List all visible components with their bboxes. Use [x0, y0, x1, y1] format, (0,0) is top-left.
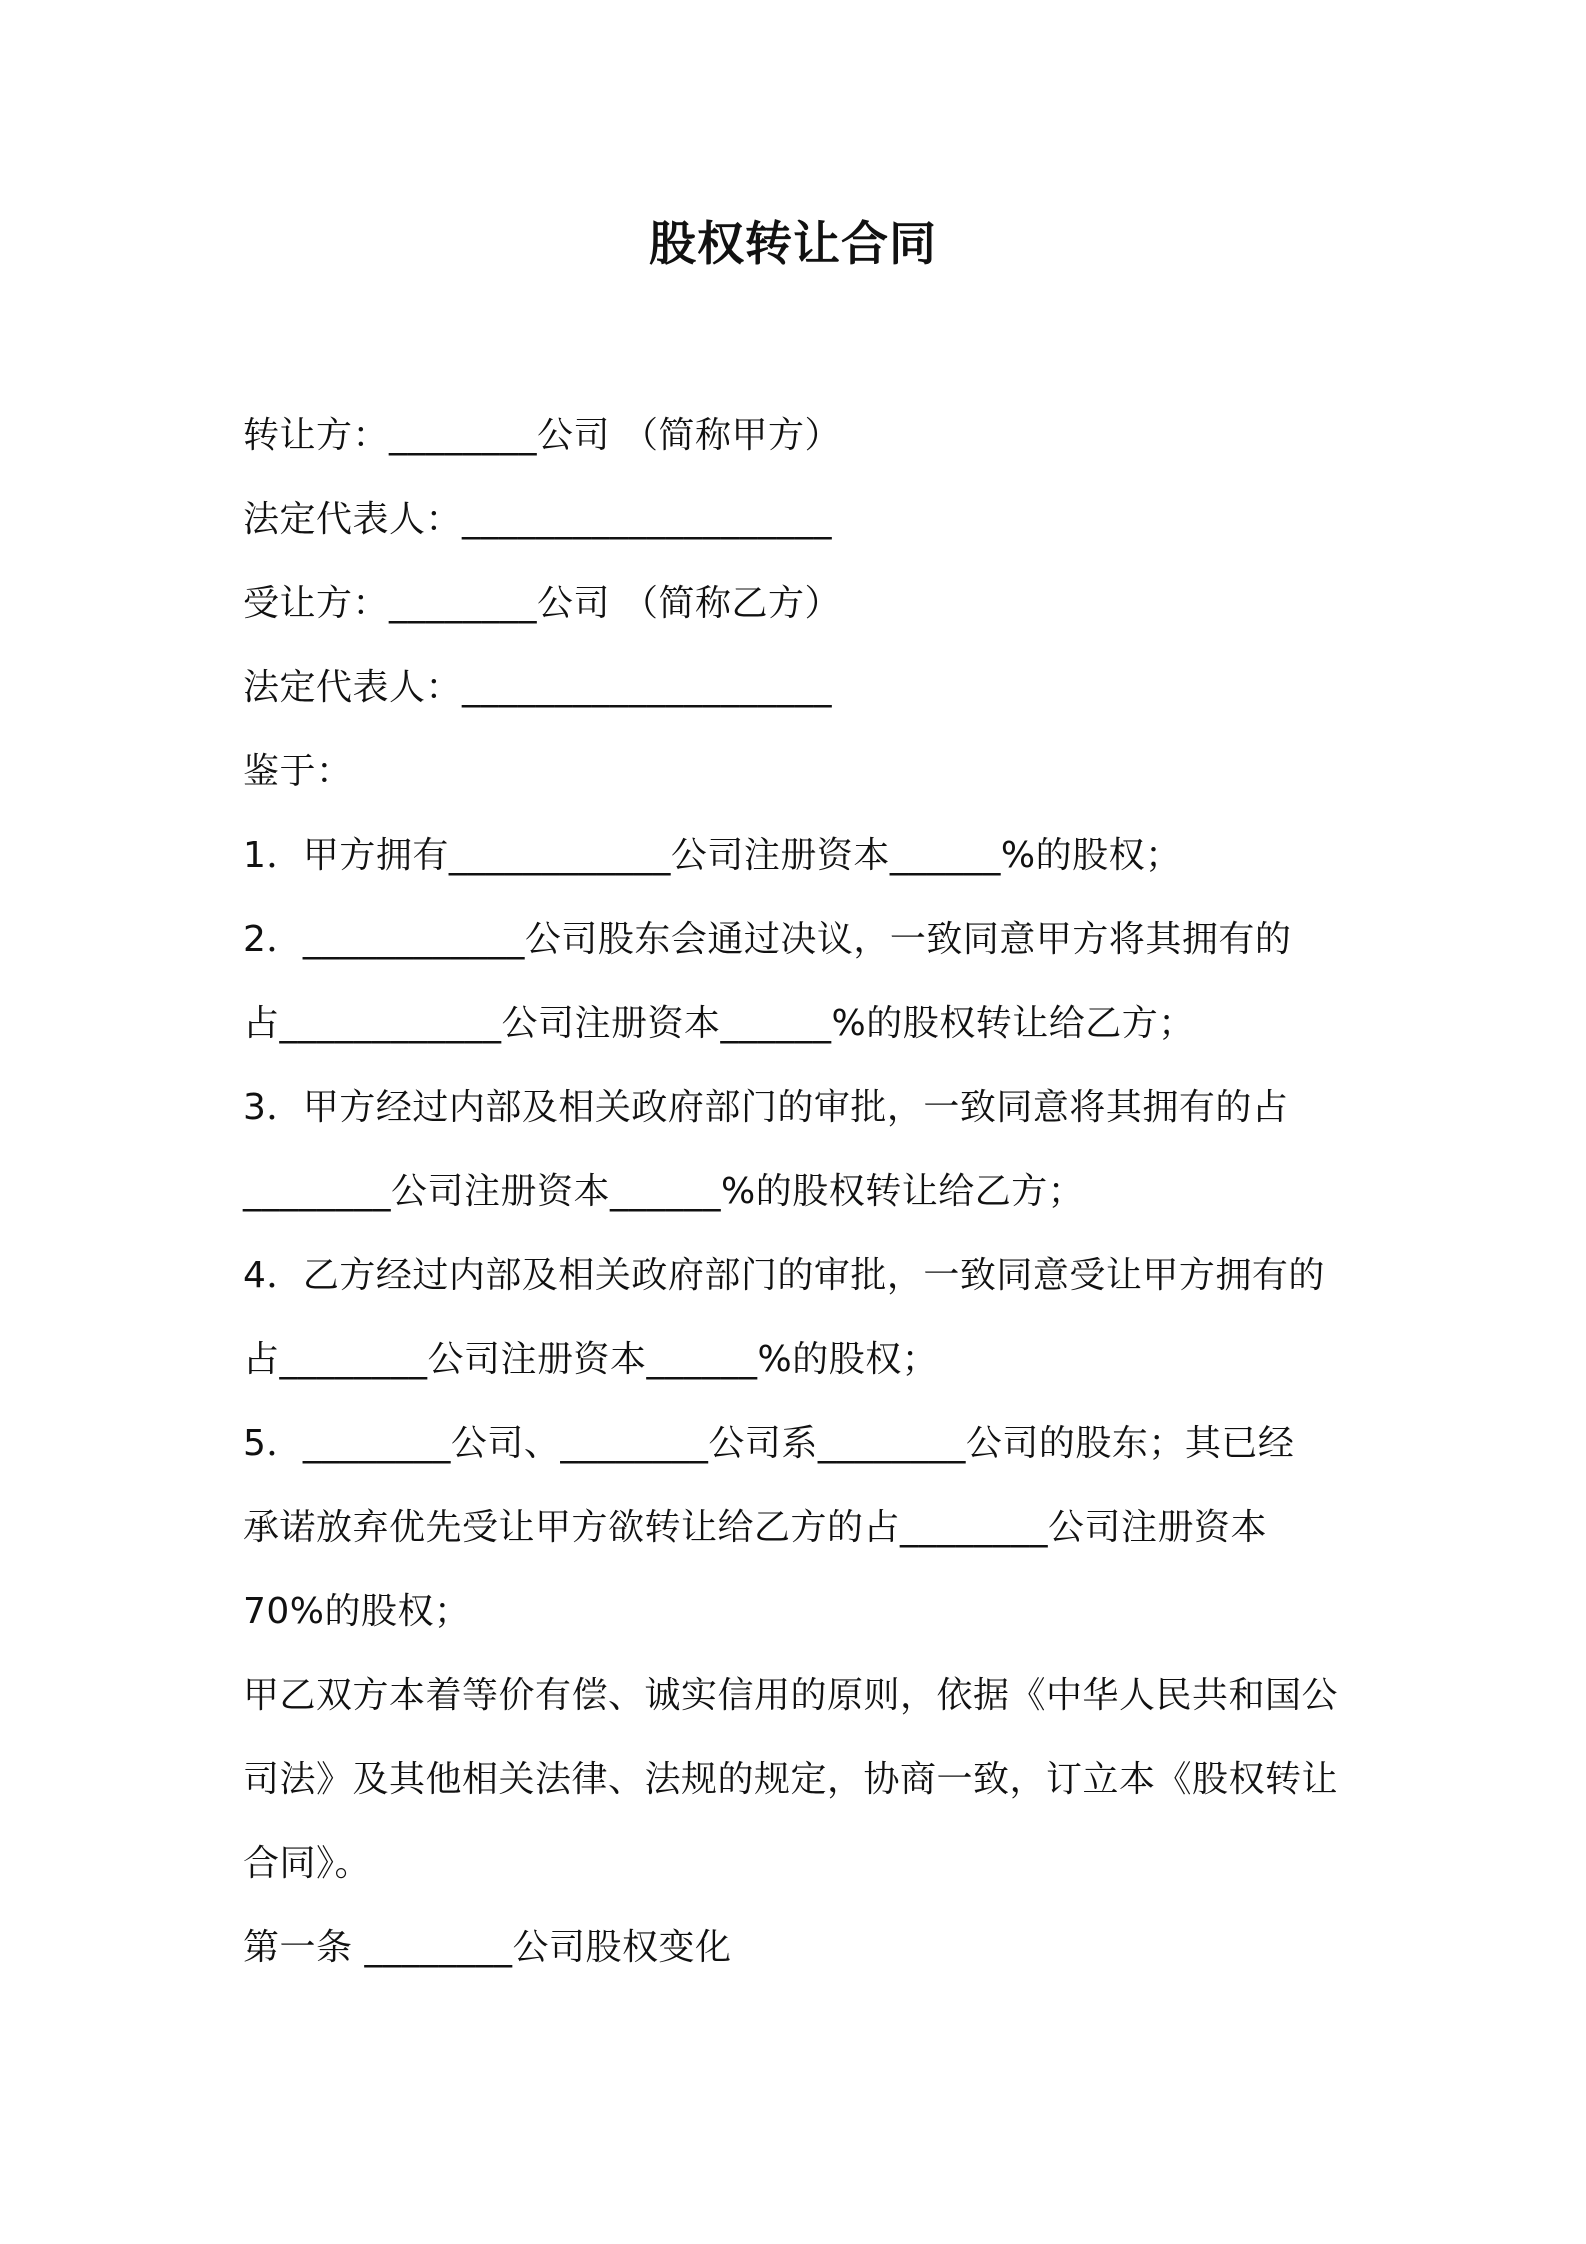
transferor-line: 转让方：________公司 （简称甲方） — [243, 415, 841, 456]
document-title: 股权转让合同 — [649, 217, 937, 272]
preamble-line-2: 司法》及其他相关法律、法规的规定，协商一致，订立本《股权转让 — [243, 1759, 1339, 1800]
recital-2-line-1: 2．____________公司股东会通过决议，一致同意甲方将其拥有的 — [243, 919, 1292, 960]
recital-5-line-3: 70%的股权； — [243, 1591, 471, 1632]
recital-1: 1．甲方拥有____________公司注册资本______%的股权； — [243, 835, 1182, 876]
whereas-heading: 鉴于： — [243, 751, 353, 792]
recital-2-line-2: 占____________公司注册资本______%的股权转让给乙方； — [243, 1003, 1195, 1044]
transferee-legal-rep-line: 法定代表人：____________________ — [243, 667, 833, 708]
recital-4-line-2: 占________公司注册资本______%的股权； — [243, 1339, 939, 1380]
transferor-legal-rep-line: 法定代表人：____________________ — [243, 499, 833, 540]
recital-5-line-2: 承诺放弃优先受让甲方欲转让给乙方的占________公司注册资本 — [243, 1507, 1268, 1548]
preamble-line-3: 合同》。 — [243, 1843, 372, 1884]
recital-3-line-2: ________公司注册资本______%的股权转让给乙方； — [243, 1171, 1085, 1212]
preamble-line-1: 甲乙双方本着等价有偿、诚实信用的原则，依据《中华人民共和国公 — [243, 1675, 1339, 1716]
recital-5-line-1: 5．________公司、________公司系________公司的股东；其已经 — [243, 1423, 1295, 1464]
recital-3-line-1: 3．甲方经过内部及相关政府部门的审批，一致同意将其拥有的占 — [243, 1087, 1289, 1128]
transferee-line: 受让方：________公司 （简称乙方） — [243, 583, 841, 624]
article-1-heading: 第一条 ________公司股权变化 — [243, 1927, 732, 1968]
recital-4-line-1: 4．乙方经过内部及相关政府部门的审批，一致同意受让甲方拥有的 — [243, 1255, 1325, 1296]
